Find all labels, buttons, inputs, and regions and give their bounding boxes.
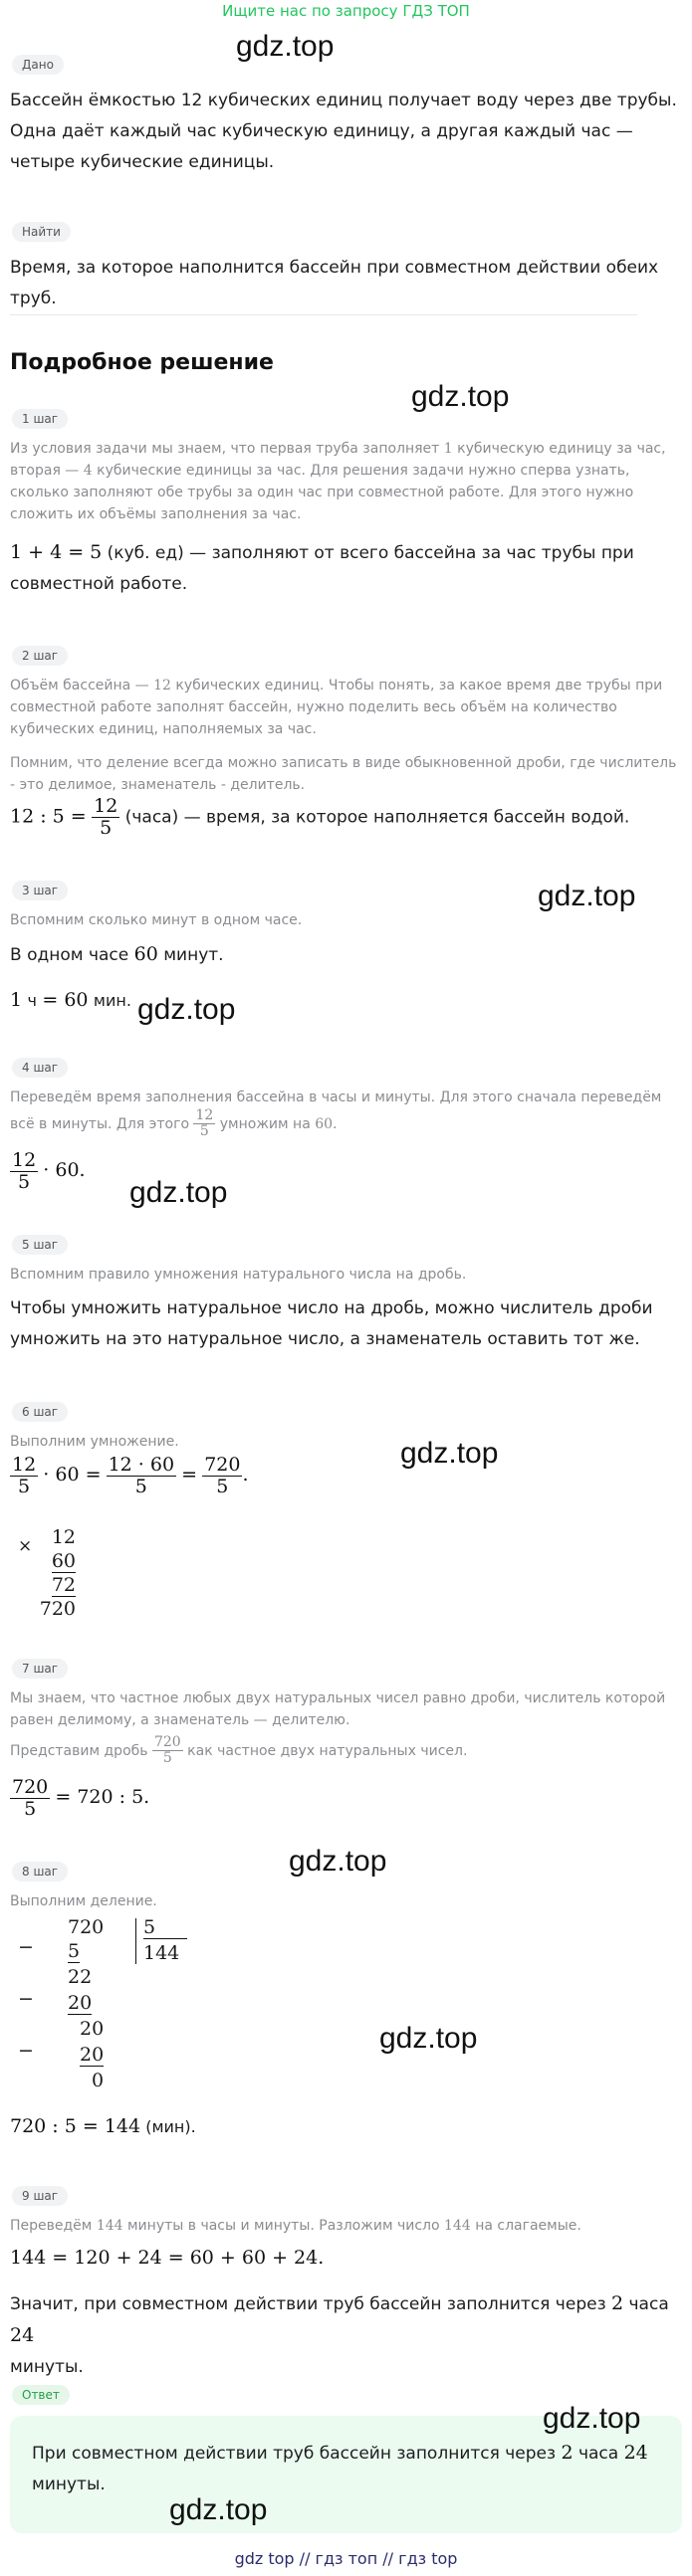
step-2-result: 12 : 5 = $\frac{12}{5}$ (часа) — время, за которое наполняется бассейн водой. — [10, 795, 630, 839]
step-1-tag: 1 шаг — [12, 408, 68, 429]
step-6-tag: 6 шаг — [12, 1401, 68, 1422]
step-6-explanation: Выполним умножение. — [10, 1434, 179, 1450]
long-division: − − − 720 5 22 20 20 20 0 5 144 — [18, 1916, 197, 2105]
step-2-note: Помним, что деление всегда можно записать в виде обыкновенной дроби, где числитель - это делимое, знаменатель - делитель. — [10, 755, 677, 793]
step-2-explanation: Объём бассейна — 12 кубических единиц. Чтобы понять, за какое время две трубы при совместной работе заполнят бассейн, нужно поделить весь объём на количество кубических единиц, наполняемых за час. — [10, 678, 663, 737]
footer-links: gdz top // гдз топ // гдз top — [234, 2549, 458, 2568]
step-7-explanation: Мы знаем, что частное любых двух натуральных чисел равно дроби, числитель которой равен делимому, а знаменатель — делителю. — [10, 1690, 666, 1728]
step-3-text: В одном часе 60 минут. — [10, 943, 224, 965]
step-1-explanation: Из условия задачи мы знаем, что первая труба заполняет 1 кубическую единицу за час, вторая — 4 кубические единицы за час. Для решения задачи нужно сперва узнать, сколько заполняют обе трубы за один час при совместной работе. Для этого нужно сложить их объёмы заполнения за час. — [10, 441, 666, 522]
step-9-tag: 9 шаг — [12, 2185, 68, 2206]
step-8-tag: 8 шаг — [12, 1861, 68, 1882]
search-hint-link[interactable]: Ищите нас по запросу ГДЗ ТОП — [222, 2, 470, 20]
watermark: gdz.top — [169, 2493, 268, 2526]
watermark: gdz.top — [400, 1437, 499, 1470]
divider — [10, 314, 637, 315]
step-5-explanation: Вспомним правило умножения натурального числа на дробь. — [10, 1267, 467, 1283]
watermark: gdz.top — [379, 2022, 478, 2055]
step-3-explanation: Вспомним сколько минут в одном часе. — [10, 912, 303, 928]
step-4-tag: 4 шаг — [12, 1057, 68, 1078]
column-multiplication: × 12 60 72 720 — [18, 1526, 76, 1620]
watermark: gdz.top — [411, 380, 510, 413]
watermark: gdz.top — [543, 2402, 641, 2435]
step-9-conclusion: Значит, при совместном действии труб бассейн заполнится через 2 часа 24 минуты. — [10, 2292, 669, 2377]
footer-link-gdz-top[interactable]: gdz top — [234, 2549, 295, 2568]
step-6-math: $\frac{12}{5}$ · 60 = $\frac{12 \cdot 60}{5}$ = $\frac{720}{5}$ . — [12, 1454, 249, 1497]
step-2-tag: 2 шаг — [12, 645, 68, 666]
watermark: gdz.top — [137, 993, 236, 1026]
step-3-math: 1 ч = 60 мин. — [10, 989, 131, 1011]
given-text: Бассейн ёмкостью 12 кубических единиц получает воду через две трубы. Одна даёт каждый час кубическую единицу, а другая каждый час — четыре кубические единицы. — [10, 91, 677, 172]
watermark: gdz.top — [236, 30, 335, 63]
given-tag: Дано — [12, 54, 64, 75]
step-5-rule: Чтобы умножить натуральное число на дробь, можно числитель дроби умножить на это натуральное число, а знаменатель оставить тот же. — [10, 1298, 653, 1349]
footer-link-gdz-top-mixed[interactable]: гдз top — [398, 2549, 458, 2568]
step-4-math: $\frac{12}{5}$ · 60. — [12, 1149, 86, 1193]
find-text: Время, за которое наполнится бассейн при совместном действии обеих труб. — [10, 258, 659, 308]
answer-text: При совместном действии труб бассейн заполнится через 2 часа 24 минуты. — [32, 2442, 648, 2494]
step-8-explanation: Выполним деление. — [10, 1893, 157, 1909]
step-9-explanation: Переведём 144 минуты в часы и минуты. Разложим число 144 на слагаемые. — [10, 2218, 581, 2234]
step-7-tag: 7 шаг — [12, 1658, 68, 1679]
step-1-result: 1 + 4 = 5 (куб. ед) — заполняют от всего бассейна за час трубы при совместной работе. — [10, 541, 634, 594]
step-8-result: 720 : 5 = 144 (мин). — [10, 2115, 196, 2137]
watermark: gdz.top — [538, 880, 636, 912]
find-tag: Найти — [12, 221, 71, 242]
solution-title: Подробное решение — [10, 350, 274, 375]
step-7-math: $\frac{720}{5}$ = 720 : 5. — [12, 1776, 150, 1820]
step-3-tag: 3 шаг — [12, 880, 68, 900]
step-4-explanation: Переведём время заполнения бассейна в часы и минуты. Для этого сначала переведём всё в минуты. Для этого $\frac{12}{5}$ умножим на 60. — [10, 1090, 662, 1140]
step-9-math: 144 = 120 + 24 = 60 + 60 + 24. — [10, 2247, 325, 2269]
step-5-tag: 5 шаг — [12, 1234, 68, 1255]
watermark: gdz.top — [129, 1176, 228, 1209]
footer-link-gdz-top-ru[interactable]: гдз топ — [315, 2549, 378, 2568]
step-7-note: Представим дробь $\frac{720}{5}$ как частное двух натуральных чисел. — [10, 1734, 468, 1767]
watermark: gdz.top — [289, 1845, 387, 1878]
answer-tag: Ответ — [12, 2384, 70, 2405]
